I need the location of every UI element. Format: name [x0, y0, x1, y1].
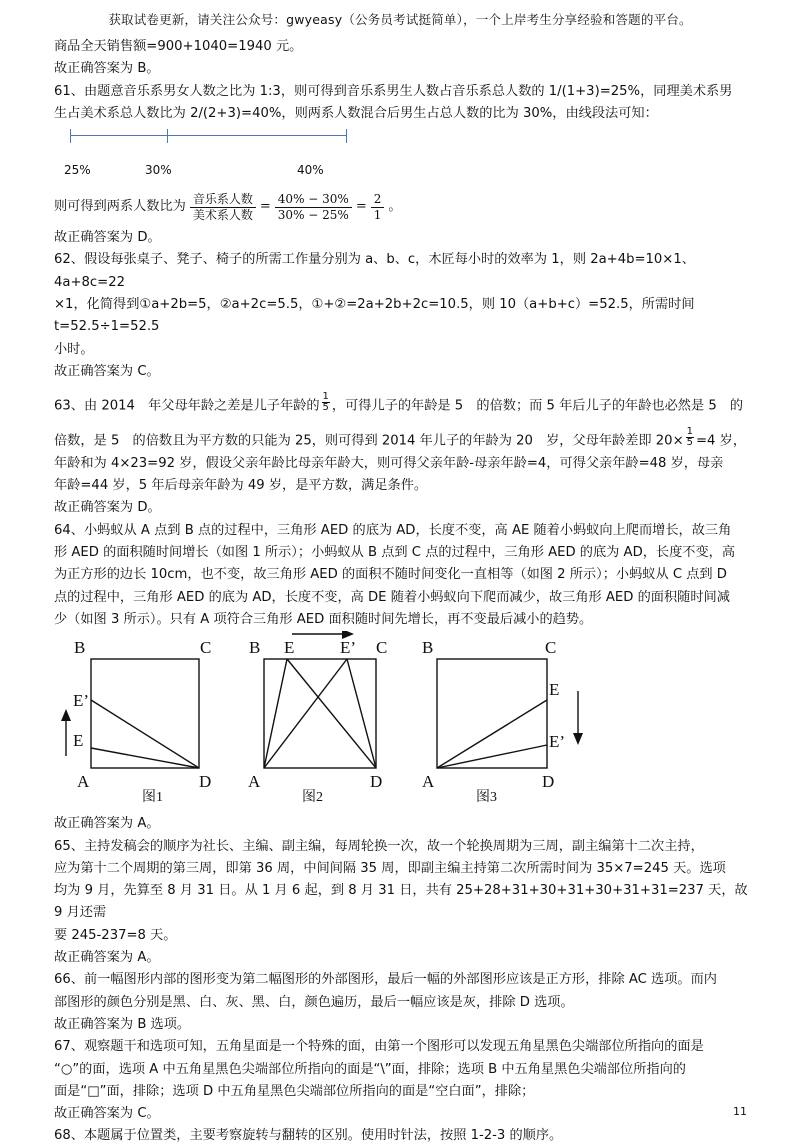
figure-1	[61, 638, 211, 805]
label-C: C	[545, 638, 557, 658]
label-D: D	[542, 772, 555, 792]
answer-line: 故正确答案为 D。	[54, 230, 161, 246]
fraction-denominator: 美术系人数	[192, 207, 253, 222]
ratio-formula: 则可得到两系人数比为 $\frac{\text{音乐系人数}}{\text{美术系人数}}$ = $\frac{40\% - 30\%}{30\% - 25\%}$ = $\frac{2}{1}$ 。	[54, 191, 402, 222]
q65-line: 应为第十二个周期的第三周，即第 36 周，中间间隔 35 周，即副主编主持第二次所需时间为 35×7=245 天。选项	[54, 860, 726, 876]
label-E: E	[73, 731, 84, 751]
page-number: 11	[733, 1105, 747, 1118]
fraction-denominator: 30% − 25%	[277, 207, 349, 222]
q62-line: 62、假设每张桌子、凳子、椅子的所需工作量分别为 a、b、c，木匠每小时的效率为 1，则 2a+4b=10×1、4a+8c=22	[54, 252, 695, 290]
q66-line: 66、前一幅图形内部的图形变为第二幅图形的外部图形，最后一幅的外部图形应该是正方形，排除 AC 选项。而内	[54, 972, 717, 988]
fraction-denominator: 1	[373, 207, 382, 222]
fraction-denominator: 5	[686, 437, 693, 449]
q63-line: 年龄=44 岁，5 年后母亲年龄为 49 岁，是平方数，满足条件。	[54, 478, 428, 494]
fraction-numerator: 2	[371, 192, 385, 208]
label-E-prime: E’	[340, 638, 357, 658]
label-B: B	[74, 638, 86, 658]
figure-2	[248, 631, 387, 805]
figures-row	[54, 631, 754, 813]
figure-caption: 图1	[142, 790, 163, 806]
answer-line: 故正确答案为 C。	[54, 363, 160, 379]
fraction-denominator: 5	[322, 402, 329, 414]
q62-line: ×1，化简得到①a+2b=5，②a+2c=5.5，①+②=2a+2b+2c=10.5，则 10（a+b+c）=52.5，所需时间 t=52.5÷1=52.5	[54, 297, 695, 335]
square-outline	[437, 659, 547, 768]
segment-label-40: 40%	[297, 163, 324, 178]
segment-label-25: 25%	[64, 163, 91, 178]
q62-line: 小时。	[54, 341, 94, 357]
text-line: 商品全天销售额=900+1040=1940 元。	[54, 39, 303, 54]
square-outline	[264, 659, 376, 768]
label-E-prime: E’	[549, 732, 566, 752]
ratio-fraction-mid	[275, 192, 352, 223]
q64-line: 64、小蚂蚁从 A 点到 B 点的过程中，三角形 AED 的底为 AD，长度不变，高 AE 随着小蚂蚁向上爬而增长，故三角	[54, 522, 732, 538]
fraction-one-fifth	[686, 427, 694, 448]
q65-line: 要 245-237=8 天。	[54, 927, 177, 943]
ratio-fraction-right	[371, 192, 385, 223]
q65-line: 均为 9 月，先算至 8 月 31 日。从 1 月 6 起，到 8 月 31 日，共有 25+28+31+30+31+30+31+31=237 天，故 9 月还需	[54, 883, 748, 921]
q63-line: 年龄和为 4×23=92 岁，假设父亲年龄比母亲年龄大，则可得父亲年龄-母亲年龄=4，可得父亲年龄=48 岁，母亲	[54, 455, 724, 471]
triangle-edge	[347, 659, 376, 768]
label-E-prime: E’	[73, 691, 90, 711]
q64-line: 少（如图 3 所示）。只有 A 项符合三角形 AED 面积随时间先增长，再不变最后减小的趋势。	[54, 611, 593, 627]
q66-line: 部图形的颜色分别是黑、白、灰、黑、白，颜色遍历，最后一幅应该是灰，排除 D 选项。	[54, 994, 574, 1010]
label-C: C	[376, 638, 388, 658]
up-arrow-icon	[61, 709, 71, 721]
triangle-edge	[264, 659, 347, 768]
answer-line: 故正确答案为 A。	[54, 816, 160, 832]
figure-caption: 图2	[302, 790, 323, 806]
segment-tick	[167, 129, 168, 143]
figure-3	[422, 638, 583, 805]
page-header: 获取试卷更新，请关注公众号：gwyeasy（公务员考试挺简单），一个上岸考生分享经验和答题的平台。	[108, 12, 692, 27]
q67-line: 面是“□”面，排除；选项 D 中五角星黑色尖端部位所指向的面是“空白面”，排除；	[54, 1083, 535, 1099]
label-B: B	[249, 638, 261, 658]
label-D: D	[370, 772, 383, 792]
label-A: A	[77, 772, 90, 792]
label-E: E	[549, 680, 560, 700]
answer-line: 故正确答案为 C。	[54, 1106, 160, 1122]
label-D: D	[199, 772, 212, 792]
answer-line: 故正确答案为 D。	[54, 500, 161, 516]
q63-text: 倍数，是 5 的倍数且为平方数的只能为 25，则可得到 2014 年儿子的年龄为 20 岁，父母年龄差即 20×	[54, 433, 684, 449]
answer-line: 故正确答案为 B 选项。	[54, 1016, 191, 1032]
triangle-edge	[287, 659, 376, 768]
label-A: A	[248, 772, 261, 792]
q65-line: 65、主持发稿会的顺序为社长、主编、副主编，每周轮换一次，故一个轮换周期为三周，副主编第十二次主持，	[54, 838, 704, 854]
triangle-edge	[437, 745, 547, 768]
ratio-intro: 则可得到两系人数比为	[54, 199, 186, 215]
q67-line: “○”的面，选项 A 中五角星黑色尖端部位所指向的面是“\”面，排除；选项 B 中五角星黑色尖端部位所指向的	[54, 1061, 686, 1077]
fraction-numerator: 音乐系人数	[190, 192, 256, 208]
document-body	[54, 36, 754, 1148]
ratio-tail: 。	[388, 199, 402, 215]
q64-line: 点的过程中，三角形 AED 的底为 AD，长度不变，高 DE 随着小蚂蚁向下爬而减少，故三角形 AED 的面积随时间减	[54, 589, 730, 605]
q68-line: 68、本题属于位置类，主要考察旋转与翻转的区别。使用时针法，按照 1-2-3 的顺序。	[54, 1128, 563, 1144]
label-C: C	[200, 638, 212, 658]
q63-text: =4 岁，	[696, 433, 747, 449]
label-A: A	[422, 772, 435, 792]
segment-tick	[346, 129, 347, 143]
q67-line: 67、观察题干和选项可知，五角星面是一个特殊的面，由第一个图形可以发现五角星黑色尖端部位所指向的面是	[54, 1039, 704, 1055]
fraction-numerator: 40% − 30%	[275, 192, 352, 208]
square-figures	[54, 631, 754, 813]
segment-tick	[70, 129, 71, 143]
label-E: E	[284, 638, 295, 658]
q64-line: 为正方形的边长 10cm，也不变，故三角形 AED 的面积不随时间变化一直相等（如图 2 所示）；小蚂蚁从 C 点到 D	[54, 567, 727, 583]
down-arrow-icon	[573, 733, 583, 745]
q63-text: 63、由 2014 年父母年龄之差是儿子年龄的	[54, 398, 320, 414]
q63-line	[54, 426, 754, 453]
fraction-numerator: 1	[686, 426, 693, 438]
label-B: B	[422, 638, 434, 658]
q61-line: 生占美术系总人数比为 2/(2+3)=40%，则两系人数混合后男生占总人数的比为 30%，由线段法可知：	[54, 105, 658, 121]
ratio-fraction-left	[190, 192, 256, 223]
q63-line	[54, 391, 754, 418]
q63-text: ，可得儿子的年龄是 5 的倍数；而 5 年后儿子的年龄也必然是 5 的	[331, 398, 744, 414]
answer-line: 故正确答案为 A。	[54, 950, 160, 966]
answer-line: 故正确答案为 B。	[54, 61, 160, 77]
fraction-numerator: 1	[322, 391, 329, 403]
segment-diagram	[54, 125, 754, 187]
segment-label-30: 30%	[145, 163, 172, 178]
segment-line	[70, 135, 346, 136]
triangle-edge	[437, 700, 547, 768]
q64-line: 形 AED 的面积随时间增长（如图 1 所示）；小蚂蚁从 B 点到 C 点的过程中，三角形 AED 的底为 AD，长度不变，高	[54, 545, 736, 561]
figure-caption: 图3	[476, 790, 497, 806]
triangle-edge	[264, 659, 287, 768]
q61-line: 61、由题意音乐系男女人数之比为 1:3，则可得到音乐系男生人数占音乐系总人数的 1/(1+3)=25%，同理美术系男	[54, 83, 733, 99]
fraction-one-fifth	[322, 392, 330, 413]
